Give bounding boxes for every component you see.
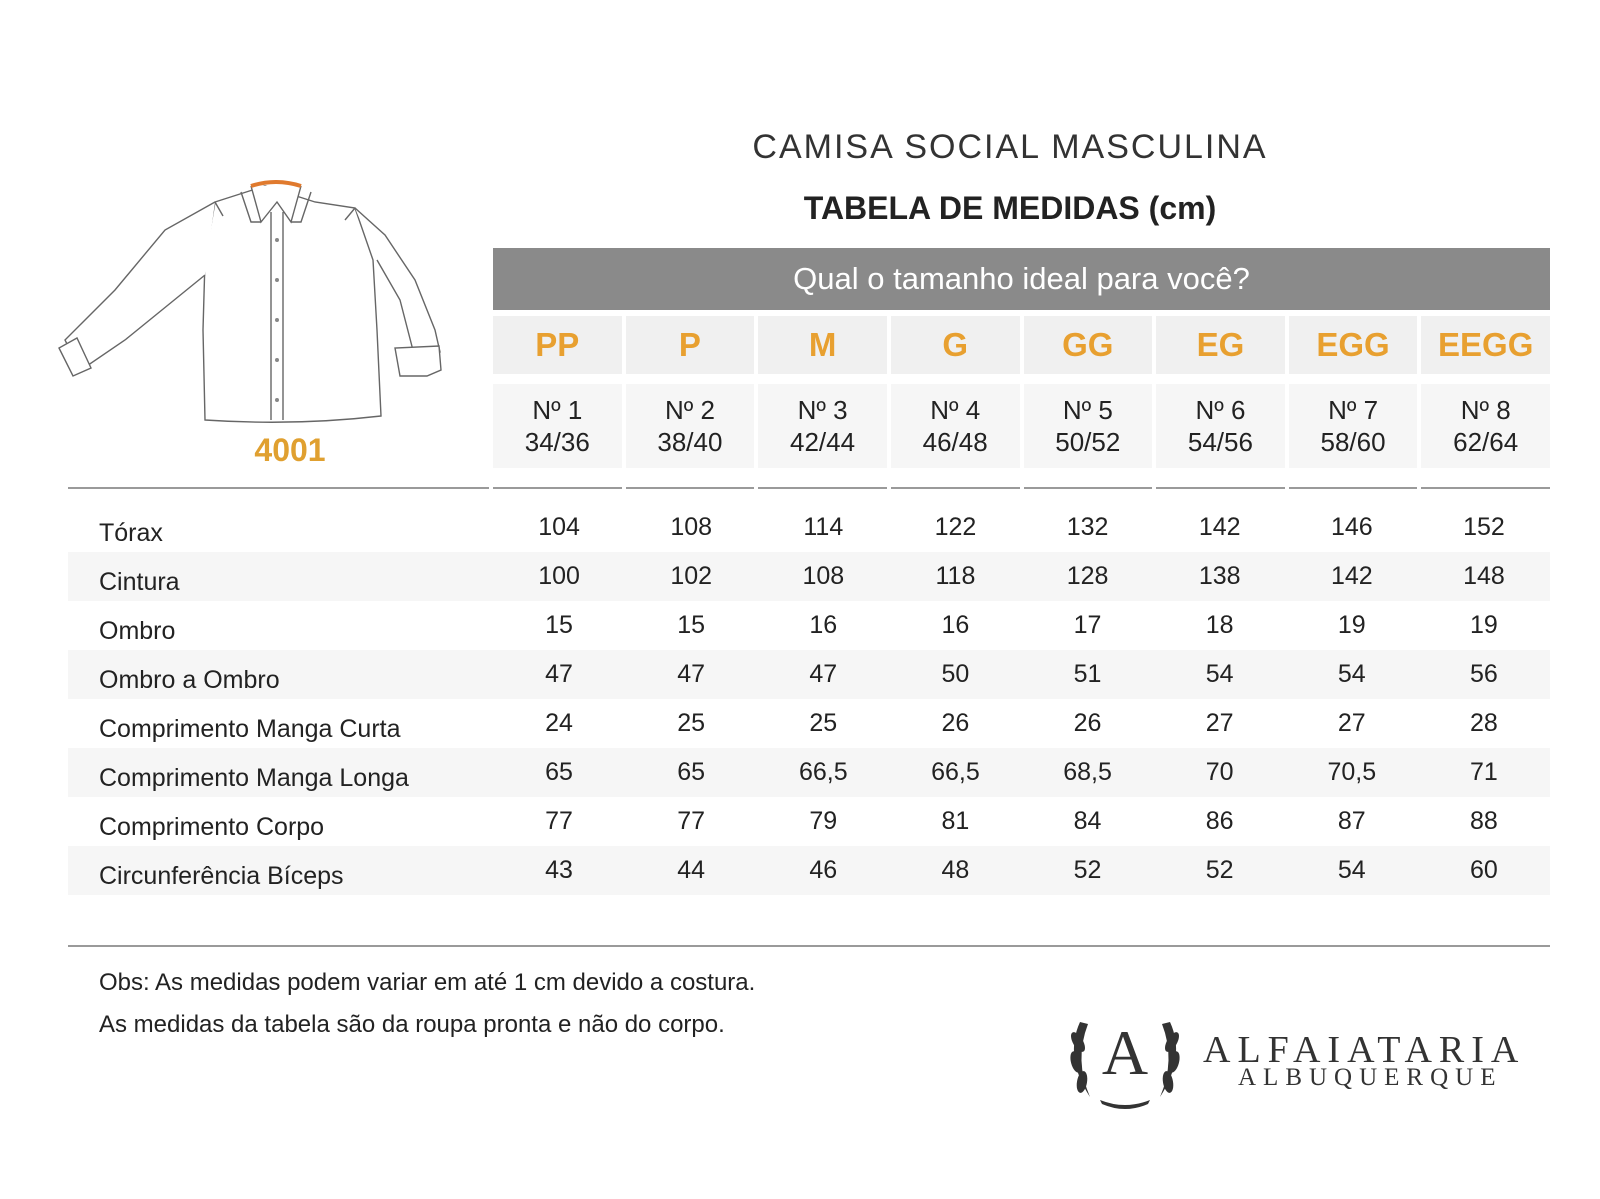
size-range: 46/48 <box>922 427 988 457</box>
size-question-banner: Qual o tamanho ideal para você? <box>493 248 1550 310</box>
note-line: Obs: As medidas podem variar em até 1 cm devido a costura. <box>99 969 756 996</box>
brand-monogram: A <box>1101 1017 1149 1088</box>
table-cell: 102 <box>670 562 713 590</box>
size-label: EEGG <box>1421 316 1550 374</box>
page-title: TABELA DE MEDIDAS (cm) <box>803 190 1217 226</box>
size-number-cell <box>493 384 622 468</box>
table-cell: 108 <box>670 513 713 541</box>
table-cell: 108 <box>802 562 845 590</box>
table-row <box>68 748 1550 797</box>
size-number-row <box>493 384 1550 468</box>
row-values <box>493 856 1550 885</box>
table-cell: 47 <box>809 660 838 688</box>
size-label: P <box>626 316 755 374</box>
table-cell: 18 <box>1205 611 1234 639</box>
table-cell: 70,5 <box>1327 758 1377 786</box>
table-cell: 138 <box>1198 562 1241 590</box>
table-cell: 52 <box>1205 856 1234 884</box>
row-label: Circunferência Bíceps <box>99 862 344 890</box>
page-subtitle: CAMISA SOCIAL MASCULINA <box>752 128 1268 166</box>
table-cell: 152 <box>1463 513 1505 541</box>
table-cell: 48 <box>941 856 970 884</box>
divider-segment <box>626 487 755 489</box>
row-label: Cintura <box>99 568 180 596</box>
size-label: G <box>891 316 1020 374</box>
row-values <box>493 562 1550 591</box>
table-cell: 77 <box>545 807 573 835</box>
size-range: 34/36 <box>524 427 590 457</box>
table-cell: 71 <box>1470 758 1498 786</box>
size-range: 38/40 <box>657 427 723 457</box>
table-cell: 88 <box>1470 807 1498 835</box>
table-cell: 148 <box>1463 562 1505 590</box>
table-cell: 128 <box>1066 562 1109 590</box>
brand-subname: ALBUQUERQUE <box>1238 1064 1503 1091</box>
divider-segment <box>758 487 887 489</box>
size-range: 58/60 <box>1320 427 1386 457</box>
table-cell: 44 <box>677 856 706 884</box>
table-cell: 15 <box>545 611 573 639</box>
row-label: Comprimento Corpo <box>99 813 325 841</box>
table-cell: 70 <box>1205 758 1234 786</box>
size-number: Nº 2 <box>664 395 715 425</box>
table-cell: 24 <box>545 709 573 737</box>
divider-segment <box>1421 487 1550 489</box>
brand-laurel-logo <box>1060 1002 1190 1112</box>
table-cell: 17 <box>1073 611 1102 639</box>
table-row <box>68 699 1550 748</box>
table-cell: 27 <box>1337 709 1366 737</box>
table-cell: 25 <box>677 709 706 737</box>
table-cell: 118 <box>935 562 976 590</box>
size-label: PP <box>493 316 622 374</box>
size-label-row <box>493 316 1550 374</box>
table-row <box>68 552 1550 601</box>
size-label: GG <box>1024 316 1153 374</box>
size-number: Nº 7 <box>1328 395 1379 425</box>
table-cell: 51 <box>1073 660 1102 688</box>
size-range: 54/56 <box>1187 427 1253 457</box>
size-number-cell <box>1156 384 1285 468</box>
table-cell: 65 <box>677 758 706 786</box>
size-number: Nº 5 <box>1062 395 1113 425</box>
table-cell: 26 <box>941 709 970 737</box>
size-number-cell <box>758 384 887 468</box>
table-cell: 16 <box>809 611 838 639</box>
table-cell: 79 <box>809 807 838 835</box>
row-values <box>493 611 1550 640</box>
table-cell: 142 <box>1330 562 1373 590</box>
size-number-cell <box>1289 384 1418 468</box>
divider-segment <box>1024 487 1153 489</box>
table-cell: 16 <box>941 611 970 639</box>
table-cell: 132 <box>1066 513 1109 541</box>
divider-segment <box>493 487 622 489</box>
table-cell: 54 <box>1337 660 1366 688</box>
size-range: 62/64 <box>1453 427 1519 457</box>
table-cell: 114 <box>803 513 844 541</box>
size-label: EG <box>1156 316 1285 374</box>
table-cell: 28 <box>1470 709 1498 737</box>
row-values <box>493 807 1550 836</box>
table-cell: 54 <box>1337 856 1366 884</box>
table-row <box>68 846 1550 895</box>
size-number-cell <box>626 384 755 468</box>
table-row <box>68 503 1550 552</box>
table-cell: 84 <box>1073 807 1102 835</box>
table-row <box>68 601 1550 650</box>
table-cell: 19 <box>1337 611 1366 639</box>
table-cell: 56 <box>1470 660 1498 688</box>
table-cell: 54 <box>1205 660 1234 688</box>
measurements-table <box>68 503 1550 895</box>
table-cell: 68,5 <box>1063 758 1112 786</box>
table-cell: 47 <box>545 660 573 688</box>
table-row <box>68 797 1550 846</box>
size-number-cell <box>891 384 1020 468</box>
footer-divider <box>68 945 1550 947</box>
table-cell: 86 <box>1205 807 1234 835</box>
size-range: 42/44 <box>790 427 856 457</box>
size-number: Nº 6 <box>1195 395 1246 425</box>
header-divider <box>68 487 489 489</box>
table-cell: 122 <box>934 513 977 541</box>
table-cell: 60 <box>1470 856 1498 884</box>
table-cell: 66,5 <box>798 758 848 786</box>
table-cell: 66,5 <box>931 758 980 786</box>
row-label: Comprimento Manga Curta <box>99 715 401 743</box>
divider-segment <box>1156 487 1285 489</box>
size-number: Nº 4 <box>930 395 981 425</box>
model-code: 4001 <box>254 432 326 468</box>
table-cell: 15 <box>677 611 706 639</box>
table-cell: 77 <box>677 807 706 835</box>
table-cell: 43 <box>545 856 573 884</box>
table-cell: 100 <box>538 562 580 590</box>
size-number: Nº 8 <box>1460 395 1511 425</box>
shirt-illustration <box>55 180 465 430</box>
size-range: 50/52 <box>1055 427 1121 457</box>
table-cell: 87 <box>1337 807 1366 835</box>
table-cell: 65 <box>545 758 573 786</box>
table-cell: 50 <box>941 660 970 688</box>
table-cell: 27 <box>1205 709 1234 737</box>
divider-segment <box>891 487 1020 489</box>
table-cell: 81 <box>941 807 970 835</box>
size-label: EGG <box>1289 316 1418 374</box>
header-divider-columns <box>493 487 1550 489</box>
table-cell: 25 <box>809 709 838 737</box>
row-values <box>493 758 1550 787</box>
table-cell: 52 <box>1073 856 1102 884</box>
table-cell: 46 <box>809 856 838 884</box>
size-number: Nº 1 <box>532 395 583 425</box>
row-label: Ombro a Ombro <box>99 666 280 694</box>
table-cell: 26 <box>1073 709 1102 737</box>
size-number-cell <box>1024 384 1153 468</box>
row-values <box>493 513 1550 542</box>
table-cell: 142 <box>1198 513 1241 541</box>
note-line: As medidas da tabela são da roupa pronta e não do corpo. <box>99 1011 725 1038</box>
table-cell: 104 <box>538 513 580 541</box>
size-label: M <box>758 316 887 374</box>
size-number-cell <box>1421 384 1550 468</box>
row-label: Tórax <box>99 519 163 547</box>
brand-name: ALFAIATARIA <box>1203 1029 1526 1071</box>
table-cell: 47 <box>677 660 706 688</box>
row-label: Comprimento Manga Longa <box>99 764 409 792</box>
row-values <box>493 660 1550 689</box>
row-values <box>493 709 1550 738</box>
divider-segment <box>1289 487 1418 489</box>
table-row <box>68 650 1550 699</box>
table-cell: 19 <box>1470 611 1498 639</box>
size-number: Nº 3 <box>797 395 848 425</box>
notes <box>99 962 755 1046</box>
row-label: Ombro <box>99 617 176 645</box>
table-cell: 146 <box>1330 513 1373 541</box>
